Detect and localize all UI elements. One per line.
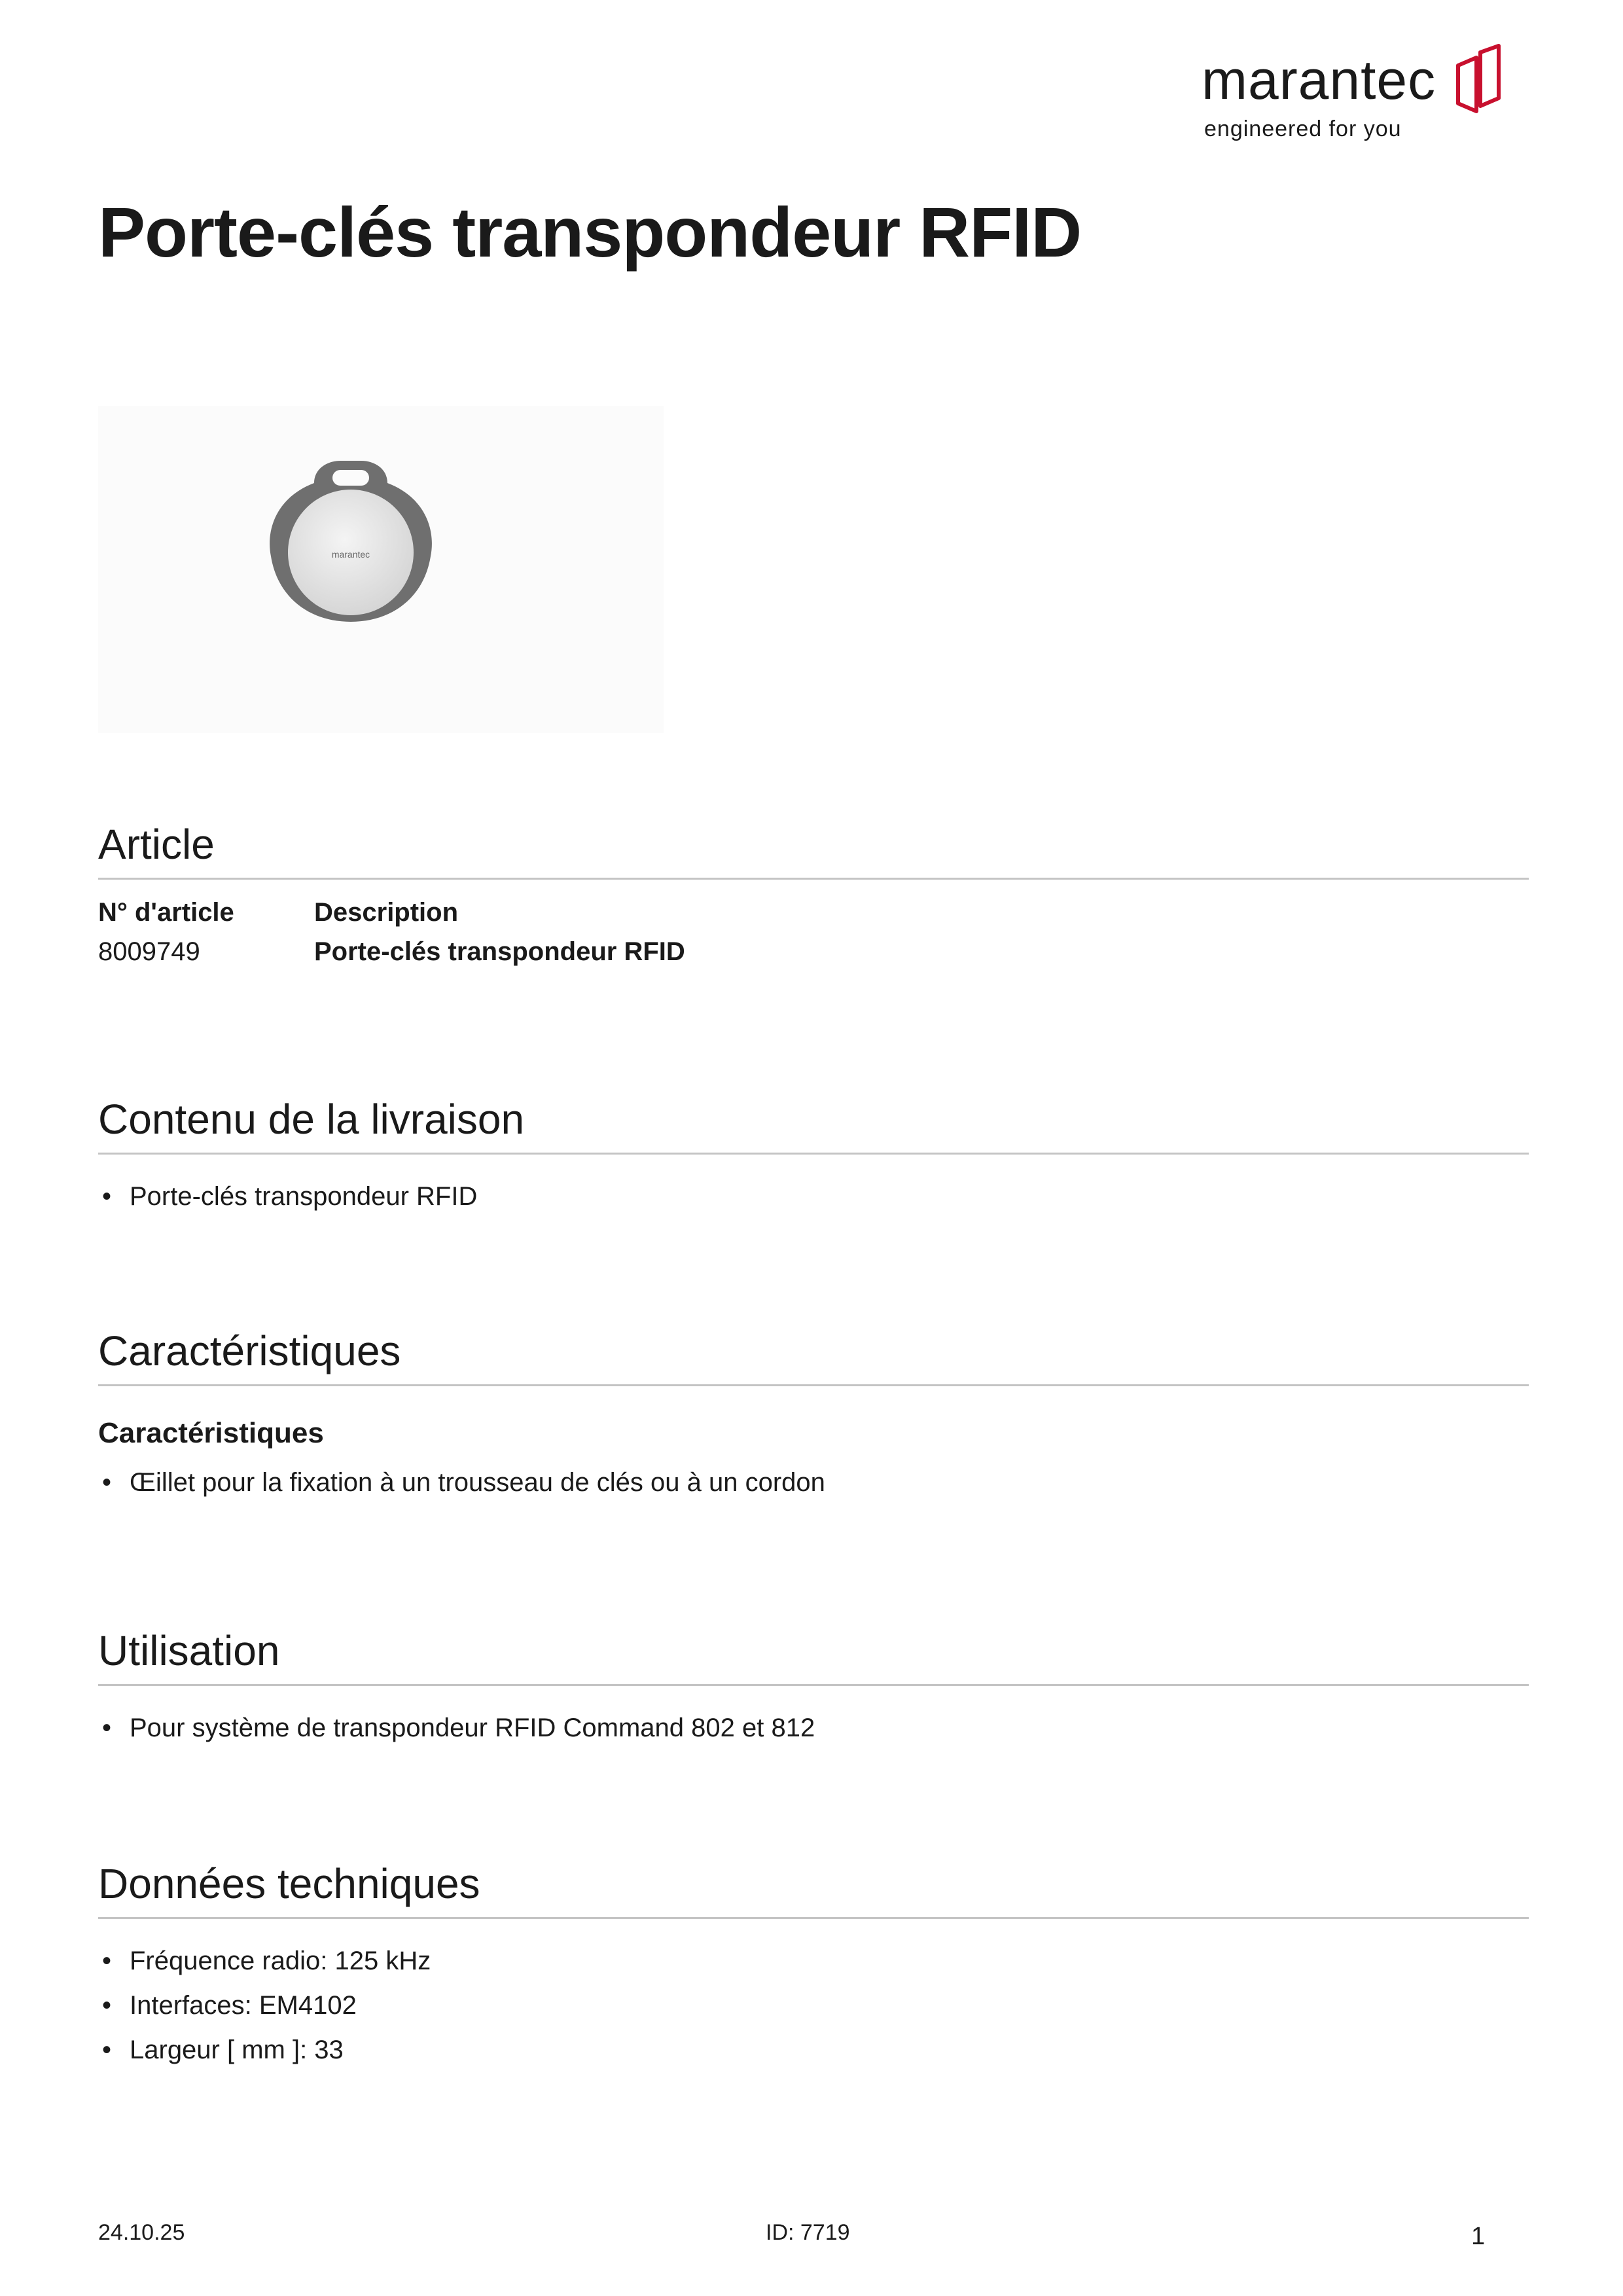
features-section [98,1326,1529,1505]
article-number: 8009749 [98,937,200,966]
article-section [98,819,1529,971]
section-divider [98,1384,1529,1386]
marantec-door-icon [1454,43,1503,117]
list-item: • Pour système de transpondeur RFID Command 802 et 812 [98,1706,1529,1750]
features-list [98,1460,1529,1505]
article-table-row [98,932,1529,971]
section-divider [98,1153,1529,1155]
features-heading: Caractéristiques [98,1327,401,1374]
article-description-header: Description [314,897,459,927]
article-heading: Article [98,821,215,868]
list-item: • Œillet pour la fixation à un trousseau de clés ou à un cordon [98,1460,1529,1505]
list-item: • Interfaces: EM4102 [98,1983,1529,2028]
usage-list [98,1706,1529,1750]
usage-section [98,1626,1529,1750]
brand-name: marantec [1202,49,1436,111]
page-number: 1 [1471,2223,1486,2250]
delivery-section [98,1094,1529,1219]
footer-id: ID: 7719 [766,2220,850,2245]
delivery-list [98,1174,1529,1219]
features-subheading: Caractéristiques [98,1416,324,1449]
technical-heading: Données techniques [98,1860,480,1907]
list-item: • Largeur [ mm ]: 33 [98,2028,1529,2072]
delivery-heading: Contenu de la livraison [98,1096,525,1143]
article-description: Porte-clés transpondeur RFID [314,937,685,966]
article-number-header: N° d'article [98,897,234,927]
technical-list [98,1939,1529,2072]
list-item: • Fréquence radio: 125 kHz [98,1939,1529,1983]
section-divider [98,878,1529,880]
footer-date: 24.10.25 [98,2220,185,2245]
section-divider [98,1684,1529,1686]
list-item: • Porte-clés transpondeur RFID [98,1174,1529,1219]
page-title: Porte-clés transpondeur RFID [98,192,1082,272]
usage-heading: Utilisation [98,1627,280,1674]
technical-section [98,1859,1529,2072]
brand-logo [1202,41,1503,145]
article-table [98,893,1529,971]
product-image [98,406,664,733]
product-image-label: marantec [331,549,370,560]
section-divider [98,1917,1529,1919]
article-table-header [98,893,1529,932]
brand-tagline: engineered for you [1204,117,1402,141]
